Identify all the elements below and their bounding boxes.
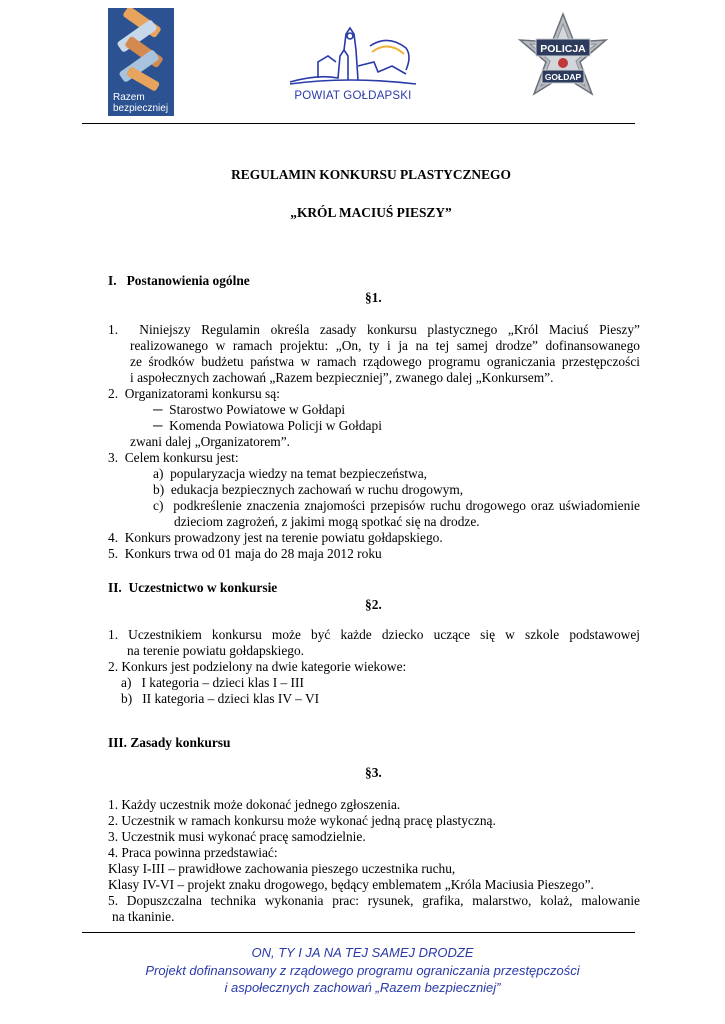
section-3-heading: III. Zasady konkursu	[108, 735, 231, 750]
footer-divider	[82, 932, 635, 933]
s1-p1-line4: i aspołecznych zachowań „Razem bezpieczniej”, zwanego dalej „Konkursem”.	[130, 370, 554, 385]
logo-razem-line1: Razem	[113, 92, 145, 103]
s2-p1-line1: 1. Uczestnikiem konkursu może być każde dziecko uczące się w szkole podstawowej	[108, 627, 640, 642]
footer-line-2: Projekt dofinansowany z rządowego programu ograniczania przestępczości	[145, 963, 580, 978]
s1-p3: 3. Celem konkursu jest:	[108, 450, 239, 465]
s3-p2: 2. Uczestnik w ramach konkursu może wykonać jedną pracę plastyczną.	[108, 813, 496, 828]
section-2-heading: II. Uczestnictwo w konkursie	[108, 580, 278, 595]
logo-razem-line2: bezpieczniej	[113, 103, 169, 114]
s2-p1-line2: na terenie powiatu gołdapskiego.	[127, 643, 305, 658]
section-1-heading: I. Postanowienia ogólne	[108, 273, 250, 288]
s1-goal-c-line2: dzieciom zagrożeń, z jakimi mogą spotkać się na drodze.	[174, 514, 480, 529]
s3-p1: 1. Każdy uczestnik może dokonać jednego zgłoszenia.	[108, 797, 401, 812]
powiat-name: POWIAT GOŁDAPSKI	[294, 90, 412, 102]
policja-goldap-logo	[516, 12, 610, 112]
s3-class-2: Klasy IV-VI – projekt znaku drogowego, będący emblematem „Króla Maciusia Pieszego”.	[108, 877, 594, 892]
s1-organizer-2: ─ Komenda Powiatowa Policji w Gołdapi	[153, 418, 382, 433]
s1-organizer-1: ─ Starostwo Powiatowe w Gołdapi	[153, 402, 346, 417]
footer-line-1: ON, TY I JA NA TEJ SAMEJ DRODZE	[251, 945, 474, 960]
s1-p1-line3: ze środków budżetu państwa w ramach rządowego programu ograniczania przestępczości	[130, 354, 640, 369]
police-star-icon	[516, 12, 610, 112]
s1-p2: 2. Organizatorami konkursu są:	[108, 386, 280, 401]
powiat-goldapski-logo	[288, 26, 418, 106]
footer-line-3: i aspołecznych zachowań „Razem bezpieczniej”	[224, 980, 501, 995]
s2-p2: 2. Konkurs jest podzielony na dwie kategorie wiekowe:	[108, 659, 407, 674]
section-2-paragraph-mark: §2.	[365, 597, 382, 612]
s3-p4: 4. Praca powinna przedstawiać:	[108, 845, 278, 860]
section-3-paragraph-mark: §3.	[365, 765, 382, 780]
header-divider	[82, 123, 635, 124]
s1-p1-line1: 1. Niniejszy Regulamin określa zasady konkursu plastycznego „Król Maciuś Pieszy”	[108, 322, 640, 337]
goldap-label: GOŁDAP	[544, 72, 582, 82]
document-subtitle: „KRÓL MACIUŚ PIESZY”	[290, 205, 452, 220]
s2-category-b: b) II kategoria – dzieci klas IV – VI	[121, 691, 320, 706]
razem-bezpieczniej-logo	[108, 8, 174, 116]
s1-goal-b: b) edukacja bezpiecznych zachowań w ruchu drogowym,	[153, 482, 464, 497]
policja-label: POLICJA	[540, 43, 586, 55]
s1-p1-line2: realizowanego w ramach projektu: „On, ty i ja na tej samej drodze” dofinansowanego	[130, 338, 640, 353]
s1-p5: 5. Konkurs trwa od 01 maja do 28 maja 2012 roku	[108, 546, 382, 561]
s1-organizer-note: zwani dalej „Organizatorem”.	[130, 434, 290, 449]
s3-p5-line1: 5. Dopuszczalna technika wykonania prac: rysunek, grafika, malarstwo, kolaż, malowanie	[108, 893, 640, 908]
s1-p4: 4. Konkurs prowadzony jest na terenie powiatu gołdapskiego.	[108, 530, 443, 545]
s3-p3: 3. Uczestnik musi wykonać pracę samodzielnie.	[108, 829, 366, 844]
s2-category-a: a) I kategoria – dzieci klas I – III	[121, 675, 304, 690]
s1-goal-a: a) popularyzacja wiedzy na temat bezpieczeństwa,	[153, 466, 427, 481]
s3-class-1: Klasy I-III – prawidłowe zachowania pieszego uczestnika ruchu,	[108, 861, 456, 876]
hands-emblem-icon	[108, 8, 174, 92]
document-title: REGULAMIN KONKURSU PLASTYCZNEGO	[231, 167, 511, 182]
section-1-paragraph-mark: §1.	[365, 290, 382, 305]
s3-p5-line2: na tkaninie.	[112, 909, 175, 924]
church-skyline-icon	[288, 26, 418, 88]
s1-goal-c-line1: c) podkreślenie znaczenia znajomości przepisów ruchu drogowego oraz uświadomienie	[153, 498, 640, 513]
